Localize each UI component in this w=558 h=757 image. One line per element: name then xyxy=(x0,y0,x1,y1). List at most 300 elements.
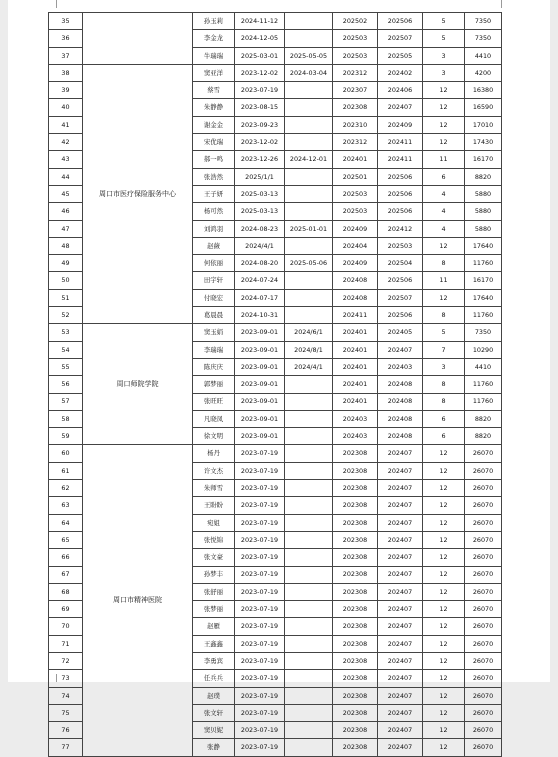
end-date-cell xyxy=(285,203,333,220)
amount-cell: 4410 xyxy=(465,358,502,375)
to-month-cell: 202407 xyxy=(378,583,423,600)
to-month-cell: 202407 xyxy=(378,618,423,635)
row-number-cell: 49 xyxy=(49,255,83,272)
months-cell: 12 xyxy=(423,445,465,462)
start-date-cell: 2023-07-19 xyxy=(235,583,285,600)
from-month-cell: 202408 xyxy=(333,289,378,306)
end-date-cell xyxy=(285,687,333,704)
start-date-cell: 2023-12-02 xyxy=(235,64,285,81)
months-cell: 12 xyxy=(423,134,465,151)
from-month-cell: 202403 xyxy=(333,410,378,427)
table-row xyxy=(49,13,502,30)
months-cell: 4 xyxy=(423,220,465,237)
amount-cell: 26070 xyxy=(465,514,502,531)
to-month-cell: 202506 xyxy=(378,13,423,30)
months-cell: 12 xyxy=(423,549,465,566)
row-number-cell: 42 xyxy=(49,134,83,151)
end-date-cell xyxy=(285,652,333,669)
amount-cell: 10290 xyxy=(465,341,502,358)
name-cell: 张旺旺 xyxy=(193,393,235,410)
name-cell: 张浩然 xyxy=(193,168,235,185)
from-month-cell: 202401 xyxy=(333,341,378,358)
start-date-cell: 2025-03-13 xyxy=(235,185,285,202)
end-date-cell xyxy=(285,307,333,324)
to-month-cell: 202405 xyxy=(378,324,423,341)
amount-cell: 16170 xyxy=(465,151,502,168)
from-month-cell: 202312 xyxy=(333,64,378,81)
name-cell: 朱静静 xyxy=(193,99,235,116)
amount-cell: 26070 xyxy=(465,480,502,497)
name-cell: 赵璞 xyxy=(193,687,235,704)
months-cell: 3 xyxy=(423,64,465,81)
months-cell: 5 xyxy=(423,324,465,341)
name-cell: 李勇宾 xyxy=(193,652,235,669)
to-month-cell: 202407 xyxy=(378,670,423,687)
to-month-cell: 202408 xyxy=(378,376,423,393)
end-date-cell xyxy=(285,134,333,151)
months-cell: 12 xyxy=(423,462,465,479)
amount-cell: 7350 xyxy=(465,13,502,30)
end-date-cell: 2025-01-01 xyxy=(285,220,333,237)
start-date-cell: 2024-08-23 xyxy=(235,220,285,237)
name-cell: 何依丽 xyxy=(193,255,235,272)
name-cell: 谢金金 xyxy=(193,116,235,133)
end-date-cell xyxy=(285,480,333,497)
end-date-cell xyxy=(285,704,333,721)
months-cell: 4 xyxy=(423,203,465,220)
name-cell: 郭梦丽 xyxy=(193,376,235,393)
months-cell: 6 xyxy=(423,168,465,185)
months-cell: 12 xyxy=(423,652,465,669)
amount-cell: 17010 xyxy=(465,116,502,133)
end-date-cell: 2024/4/1 xyxy=(285,358,333,375)
start-date-cell: 2023-07-19 xyxy=(235,445,285,462)
from-month-cell: 202404 xyxy=(333,237,378,254)
start-date-cell: 2023-12-02 xyxy=(235,134,285,151)
to-month-cell: 202407 xyxy=(378,99,423,116)
start-date-cell: 2023-07-19 xyxy=(235,704,285,721)
table-body xyxy=(49,13,502,757)
amount-cell: 26070 xyxy=(465,722,502,739)
from-month-cell: 202401 xyxy=(333,151,378,168)
from-month-cell: 202403 xyxy=(333,428,378,445)
row-number-cell: 51 xyxy=(49,289,83,306)
start-date-cell: 2023-09-01 xyxy=(235,324,285,341)
row-number-cell: 63 xyxy=(49,497,83,514)
name-cell: 杨可然 xyxy=(193,203,235,220)
name-cell: 宛姐 xyxy=(193,514,235,531)
months-cell: 6 xyxy=(423,428,465,445)
name-cell: 杨丹 xyxy=(193,445,235,462)
amount-cell: 17640 xyxy=(465,289,502,306)
to-month-cell: 202407 xyxy=(378,687,423,704)
name-cell: 窦亚洋 xyxy=(193,64,235,81)
to-month-cell: 202407 xyxy=(378,341,423,358)
row-number-cell: 43 xyxy=(49,151,83,168)
row-number-cell: 72 xyxy=(49,652,83,669)
name-cell: 窦贝妮 xyxy=(193,722,235,739)
months-cell: 4 xyxy=(423,185,465,202)
to-month-cell: 202407 xyxy=(378,514,423,531)
to-month-cell: 202407 xyxy=(378,601,423,618)
from-month-cell: 202502 xyxy=(333,13,378,30)
name-cell: 孙梦丰 xyxy=(193,566,235,583)
months-cell: 3 xyxy=(423,47,465,64)
months-cell: 12 xyxy=(423,82,465,99)
from-month-cell: 202308 xyxy=(333,687,378,704)
to-month-cell: 202402 xyxy=(378,64,423,81)
start-date-cell: 2023-07-19 xyxy=(235,687,285,704)
to-month-cell: 202407 xyxy=(378,531,423,548)
months-cell: 7 xyxy=(423,341,465,358)
name-cell: 王盼盼 xyxy=(193,497,235,514)
to-month-cell: 202407 xyxy=(378,549,423,566)
row-number-cell: 66 xyxy=(49,549,83,566)
row-number-cell: 54 xyxy=(49,341,83,358)
amount-cell: 26070 xyxy=(465,549,502,566)
row-number-cell: 67 xyxy=(49,566,83,583)
start-date-cell: 2024-07-24 xyxy=(235,272,285,289)
start-date-cell: 2023-07-19 xyxy=(235,462,285,479)
months-cell: 12 xyxy=(423,237,465,254)
months-cell: 6 xyxy=(423,410,465,427)
months-cell: 12 xyxy=(423,289,465,306)
name-cell: 张文豪 xyxy=(193,549,235,566)
to-month-cell: 202505 xyxy=(378,47,423,64)
row-number-cell: 68 xyxy=(49,583,83,600)
row-number-cell: 69 xyxy=(49,601,83,618)
amount-cell: 4410 xyxy=(465,47,502,64)
crop-mark-top-right xyxy=(501,0,512,8)
end-date-cell xyxy=(285,497,333,514)
start-date-cell: 2023-09-01 xyxy=(235,428,285,445)
amount-cell: 7350 xyxy=(465,30,502,47)
months-cell: 12 xyxy=(423,618,465,635)
end-date-cell xyxy=(285,722,333,739)
months-cell: 8 xyxy=(423,376,465,393)
from-month-cell: 202310 xyxy=(333,116,378,133)
from-month-cell: 202308 xyxy=(333,601,378,618)
to-month-cell: 202407 xyxy=(378,652,423,669)
name-cell: 赵薇 xyxy=(193,237,235,254)
from-month-cell: 202411 xyxy=(333,307,378,324)
row-number-cell: 39 xyxy=(49,82,83,99)
start-date-cell: 2023-09-01 xyxy=(235,376,285,393)
from-month-cell: 202307 xyxy=(333,82,378,99)
to-month-cell: 202411 xyxy=(378,134,423,151)
amount-cell: 16170 xyxy=(465,272,502,289)
name-cell: 王子妍 xyxy=(193,185,235,202)
end-date-cell: 2024/6/1 xyxy=(285,324,333,341)
start-date-cell: 2023-07-19 xyxy=(235,531,285,548)
end-date-cell xyxy=(285,583,333,600)
from-month-cell: 202308 xyxy=(333,549,378,566)
amount-cell: 26070 xyxy=(465,739,502,756)
start-date-cell: 2023-07-19 xyxy=(235,497,285,514)
amount-cell: 5880 xyxy=(465,185,502,202)
to-month-cell: 202506 xyxy=(378,168,423,185)
crop-mark-top-left xyxy=(46,0,57,8)
start-date-cell: 2023-07-19 xyxy=(235,549,285,566)
months-cell: 12 xyxy=(423,497,465,514)
amount-cell: 11760 xyxy=(465,376,502,393)
start-date-cell: 2023-07-19 xyxy=(235,514,285,531)
amount-cell: 5880 xyxy=(465,203,502,220)
to-month-cell: 202507 xyxy=(378,30,423,47)
amount-cell: 26070 xyxy=(465,566,502,583)
to-month-cell: 202407 xyxy=(378,635,423,652)
row-number-cell: 65 xyxy=(49,531,83,548)
row-number-cell: 60 xyxy=(49,445,83,462)
name-cell: 任兵兵 xyxy=(193,670,235,687)
name-cell: 宋优瑞 xyxy=(193,134,235,151)
from-month-cell: 202308 xyxy=(333,722,378,739)
name-cell: 李瑞瑞 xyxy=(193,341,235,358)
from-month-cell: 202308 xyxy=(333,462,378,479)
from-month-cell: 202501 xyxy=(333,168,378,185)
end-date-cell xyxy=(285,116,333,133)
row-number-cell: 62 xyxy=(49,480,83,497)
end-date-cell xyxy=(285,272,333,289)
months-cell: 12 xyxy=(423,480,465,497)
from-month-cell: 202409 xyxy=(333,255,378,272)
months-cell: 8 xyxy=(423,255,465,272)
amount-cell: 5880 xyxy=(465,220,502,237)
row-number-cell: 71 xyxy=(49,635,83,652)
months-cell: 12 xyxy=(423,531,465,548)
to-month-cell: 202409 xyxy=(378,116,423,133)
unit-name-cell: 周口市精神医院 xyxy=(83,445,193,756)
months-cell: 12 xyxy=(423,722,465,739)
name-cell: 葛晨晨 xyxy=(193,307,235,324)
name-cell: 付晓宏 xyxy=(193,289,235,306)
start-date-cell: 2024-11-12 xyxy=(235,13,285,30)
months-cell: 3 xyxy=(423,358,465,375)
start-date-cell: 2024-07-17 xyxy=(235,289,285,306)
months-cell: 12 xyxy=(423,99,465,116)
months-cell: 12 xyxy=(423,670,465,687)
name-cell: 窦玉娟 xyxy=(193,324,235,341)
row-number-cell: 70 xyxy=(49,618,83,635)
name-cell: 陈庆庆 xyxy=(193,358,235,375)
name-cell: 郝一鸣 xyxy=(193,151,235,168)
end-date-cell xyxy=(285,82,333,99)
months-cell: 5 xyxy=(423,13,465,30)
to-month-cell: 202408 xyxy=(378,393,423,410)
end-date-cell xyxy=(285,635,333,652)
row-number-cell: 64 xyxy=(49,514,83,531)
end-date-cell xyxy=(285,13,333,30)
amount-cell: 26070 xyxy=(465,618,502,635)
amount-cell: 8820 xyxy=(465,410,502,427)
from-month-cell: 202308 xyxy=(333,739,378,756)
name-cell: 张文轩 xyxy=(193,704,235,721)
amount-cell: 16590 xyxy=(465,99,502,116)
start-date-cell: 2023-09-01 xyxy=(235,341,285,358)
end-date-cell xyxy=(285,549,333,566)
end-date-cell: 2025-05-06 xyxy=(285,255,333,272)
row-number-cell: 53 xyxy=(49,324,83,341)
amount-cell: 26070 xyxy=(465,601,502,618)
from-month-cell: 202503 xyxy=(333,203,378,220)
name-cell: 牛瑞瑞 xyxy=(193,47,235,64)
row-number-cell: 74 xyxy=(49,687,83,704)
to-month-cell: 202407 xyxy=(378,462,423,479)
row-number-cell: 55 xyxy=(49,358,83,375)
name-cell: 田宇轩 xyxy=(193,272,235,289)
row-number-cell: 44 xyxy=(49,168,83,185)
row-number-cell: 37 xyxy=(49,47,83,64)
start-date-cell: 2025-03-01 xyxy=(235,47,285,64)
amount-cell: 11760 xyxy=(465,393,502,410)
name-cell: 张梦丽 xyxy=(193,601,235,618)
amount-cell: 26070 xyxy=(465,583,502,600)
amount-cell: 11760 xyxy=(465,307,502,324)
from-month-cell: 202308 xyxy=(333,99,378,116)
end-date-cell xyxy=(285,237,333,254)
from-month-cell: 202401 xyxy=(333,376,378,393)
to-month-cell: 202408 xyxy=(378,428,423,445)
from-month-cell: 202408 xyxy=(333,272,378,289)
months-cell: 12 xyxy=(423,739,465,756)
name-cell: 凡晓凤 xyxy=(193,410,235,427)
months-cell: 12 xyxy=(423,704,465,721)
row-number-cell: 73 xyxy=(49,670,83,687)
row-number-cell: 56 xyxy=(49,376,83,393)
row-number-cell: 41 xyxy=(49,116,83,133)
row-number-cell: 58 xyxy=(49,410,83,427)
to-month-cell: 202506 xyxy=(378,272,423,289)
row-number-cell: 35 xyxy=(49,13,83,30)
unit-name-cell: 周口市医疗保险服务中心 xyxy=(83,64,193,323)
row-number-cell: 57 xyxy=(49,393,83,410)
to-month-cell: 202407 xyxy=(378,445,423,462)
amount-cell: 26070 xyxy=(465,687,502,704)
from-month-cell: 202401 xyxy=(333,393,378,410)
amount-cell: 4200 xyxy=(465,64,502,81)
from-month-cell: 202401 xyxy=(333,358,378,375)
to-month-cell: 202506 xyxy=(378,203,423,220)
months-cell: 12 xyxy=(423,601,465,618)
from-month-cell: 202308 xyxy=(333,531,378,548)
start-date-cell: 2023-09-01 xyxy=(235,358,285,375)
from-month-cell: 202308 xyxy=(333,566,378,583)
start-date-cell: 2023-09-01 xyxy=(235,393,285,410)
to-month-cell: 202507 xyxy=(378,289,423,306)
start-date-cell: 2023-07-19 xyxy=(235,670,285,687)
from-month-cell: 202308 xyxy=(333,514,378,531)
from-month-cell: 202308 xyxy=(333,497,378,514)
amount-cell: 26070 xyxy=(465,462,502,479)
to-month-cell: 202407 xyxy=(378,722,423,739)
subsidy-table xyxy=(48,12,502,757)
to-month-cell: 202403 xyxy=(378,358,423,375)
from-month-cell: 202503 xyxy=(333,30,378,47)
amount-cell: 8820 xyxy=(465,168,502,185)
name-cell: 朱师雪 xyxy=(193,480,235,497)
end-date-cell xyxy=(285,670,333,687)
row-number-cell: 45 xyxy=(49,185,83,202)
to-month-cell: 202411 xyxy=(378,151,423,168)
row-number-cell: 59 xyxy=(49,428,83,445)
end-date-cell xyxy=(285,531,333,548)
to-month-cell: 202407 xyxy=(378,497,423,514)
row-number-cell: 40 xyxy=(49,99,83,116)
months-cell: 12 xyxy=(423,635,465,652)
from-month-cell: 202308 xyxy=(333,480,378,497)
row-number-cell: 36 xyxy=(49,30,83,47)
start-date-cell: 2023-07-19 xyxy=(235,566,285,583)
months-cell: 12 xyxy=(423,566,465,583)
name-cell: 李金龙 xyxy=(193,30,235,47)
to-month-cell: 202408 xyxy=(378,410,423,427)
name-cell: 王鑫鑫 xyxy=(193,635,235,652)
end-date-cell xyxy=(285,30,333,47)
name-cell: 张舒丽 xyxy=(193,583,235,600)
end-date-cell xyxy=(285,739,333,756)
name-cell: 刘鸿羽 xyxy=(193,220,235,237)
end-date-cell xyxy=(285,462,333,479)
end-date-cell xyxy=(285,168,333,185)
end-date-cell xyxy=(285,393,333,410)
row-number-cell: 46 xyxy=(49,203,83,220)
months-cell: 11 xyxy=(423,272,465,289)
start-date-cell: 2025/1/1 xyxy=(235,168,285,185)
to-month-cell: 202506 xyxy=(378,307,423,324)
months-cell: 8 xyxy=(423,393,465,410)
end-date-cell: 2024-03-04 xyxy=(285,64,333,81)
from-month-cell: 202312 xyxy=(333,134,378,151)
amount-cell: 26070 xyxy=(465,652,502,669)
end-date-cell xyxy=(285,428,333,445)
end-date-cell xyxy=(285,514,333,531)
from-month-cell: 202409 xyxy=(333,220,378,237)
start-date-cell: 2023-08-15 xyxy=(235,99,285,116)
end-date-cell xyxy=(285,445,333,462)
months-cell: 5 xyxy=(423,30,465,47)
end-date-cell xyxy=(285,289,333,306)
months-cell: 12 xyxy=(423,116,465,133)
start-date-cell: 2023-07-19 xyxy=(235,601,285,618)
row-number-cell: 38 xyxy=(49,64,83,81)
to-month-cell: 202407 xyxy=(378,480,423,497)
unit-name-cell: 周口师院学院 xyxy=(83,324,193,445)
to-month-cell: 202503 xyxy=(378,237,423,254)
table-row xyxy=(49,324,502,341)
crop-mark-bottom-right xyxy=(501,674,512,682)
to-month-cell: 202504 xyxy=(378,255,423,272)
end-date-cell xyxy=(285,601,333,618)
months-cell: 12 xyxy=(423,583,465,600)
row-number-cell: 50 xyxy=(49,272,83,289)
row-number-cell: 48 xyxy=(49,237,83,254)
document-page xyxy=(8,0,550,752)
to-month-cell: 202506 xyxy=(378,185,423,202)
amount-cell: 7350 xyxy=(465,324,502,341)
to-month-cell: 202412 xyxy=(378,220,423,237)
start-date-cell: 2023-07-19 xyxy=(235,652,285,669)
months-cell: 11 xyxy=(423,151,465,168)
name-cell: 蔡雪 xyxy=(193,82,235,99)
start-date-cell: 2023-09-01 xyxy=(235,410,285,427)
to-month-cell: 202407 xyxy=(378,566,423,583)
from-month-cell: 202308 xyxy=(333,652,378,669)
amount-cell: 26070 xyxy=(465,445,502,462)
start-date-cell: 2024-08-20 xyxy=(235,255,285,272)
start-date-cell: 2023-07-19 xyxy=(235,722,285,739)
amount-cell: 17640 xyxy=(465,237,502,254)
start-date-cell: 2023-07-19 xyxy=(235,480,285,497)
